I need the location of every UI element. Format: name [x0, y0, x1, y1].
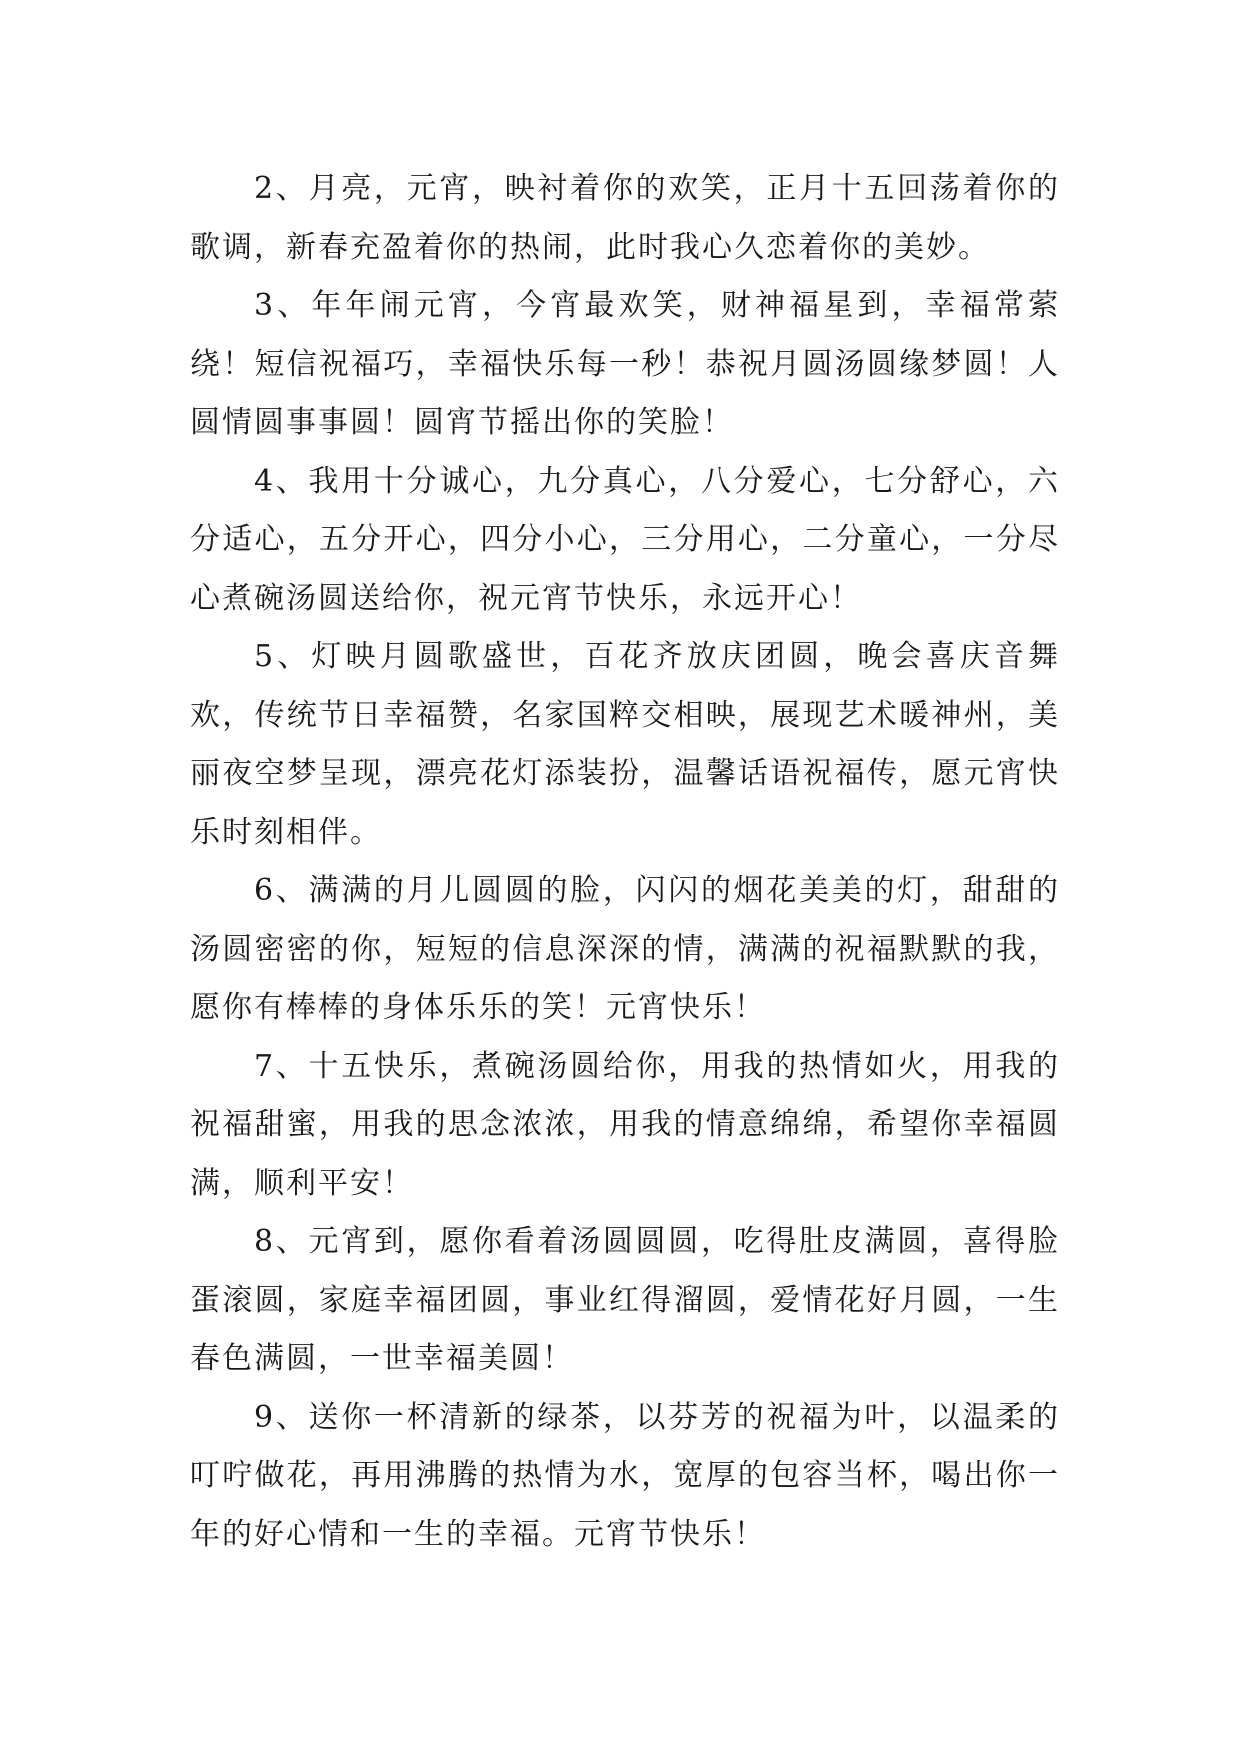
document-body [190, 160, 1060, 1564]
paragraph-3: 3、年年闹元宵，今宵最欢笑，财神福星到，幸福常萦绕！短信祝福巧，幸福快乐每一秒！恭祝月圆汤圆缘梦圆！人圆情圆事事圆！圆宵节摇出你的笑脸！ [190, 288, 1060, 440]
paragraph-9: 9、送你一杯清新的绿茶，以芬芳的祝福为叶，以温柔的叮咛做花，再用沸腾的热情为水，宽厚的包容当杯，喝出你一年的好心情和一生的幸福。元宵节快乐！ [190, 1399, 1060, 1552]
paragraph-6: 6、满满的月儿圆圆的脸，闪闪的烟花美美的灯，甜甜的汤圆密密的你，短短的信息深深的情，满满的祝福默默的我，愿你有棒棒的身体乐乐的笑！元宵快乐！ [190, 873, 1060, 1025]
paragraph-2: 2、月亮，元宵，映衬着你的欢笑，正月十五回荡着你的歌调，新春充盈着你的热闹，此时我心久恋着你的美妙。 [190, 171, 1060, 265]
paragraph-5: 5、灯映月圆歌盛世，百花齐放庆团圆，晚会喜庆音舞欢，传统节日幸福赞，名家国粹交相映，展现艺术暖神州，美丽夜空梦呈现，漂亮花灯添装扮，温馨话语祝福传，愿元宵快乐时刻相伴。 [190, 639, 1060, 850]
paragraph-7: 7、十五快乐，煮碗汤圆给你，用我的热情如火，用我的祝福甜蜜，用我的思念浓浓，用我的情意绵绵，希望你幸福圆满，顺利平安！ [190, 1048, 1060, 1201]
paragraph-4: 4、我用十分诚心，九分真心，八分爱心，七分舒心，六分适心，五分开心，四分小心，三分用心，二分童心，一分尽心煮碗汤圆送给你，祝元宵节快乐，永远开心！ [190, 463, 1060, 616]
paragraph-8: 8、元宵到，愿你看着汤圆圆圆，吃得肚皮满圆，喜得脸蛋滚圆，家庭幸福团圆，事业红得溜圆，爱情花好月圆，一生春色满圆，一世幸福美圆！ [190, 1224, 1060, 1376]
